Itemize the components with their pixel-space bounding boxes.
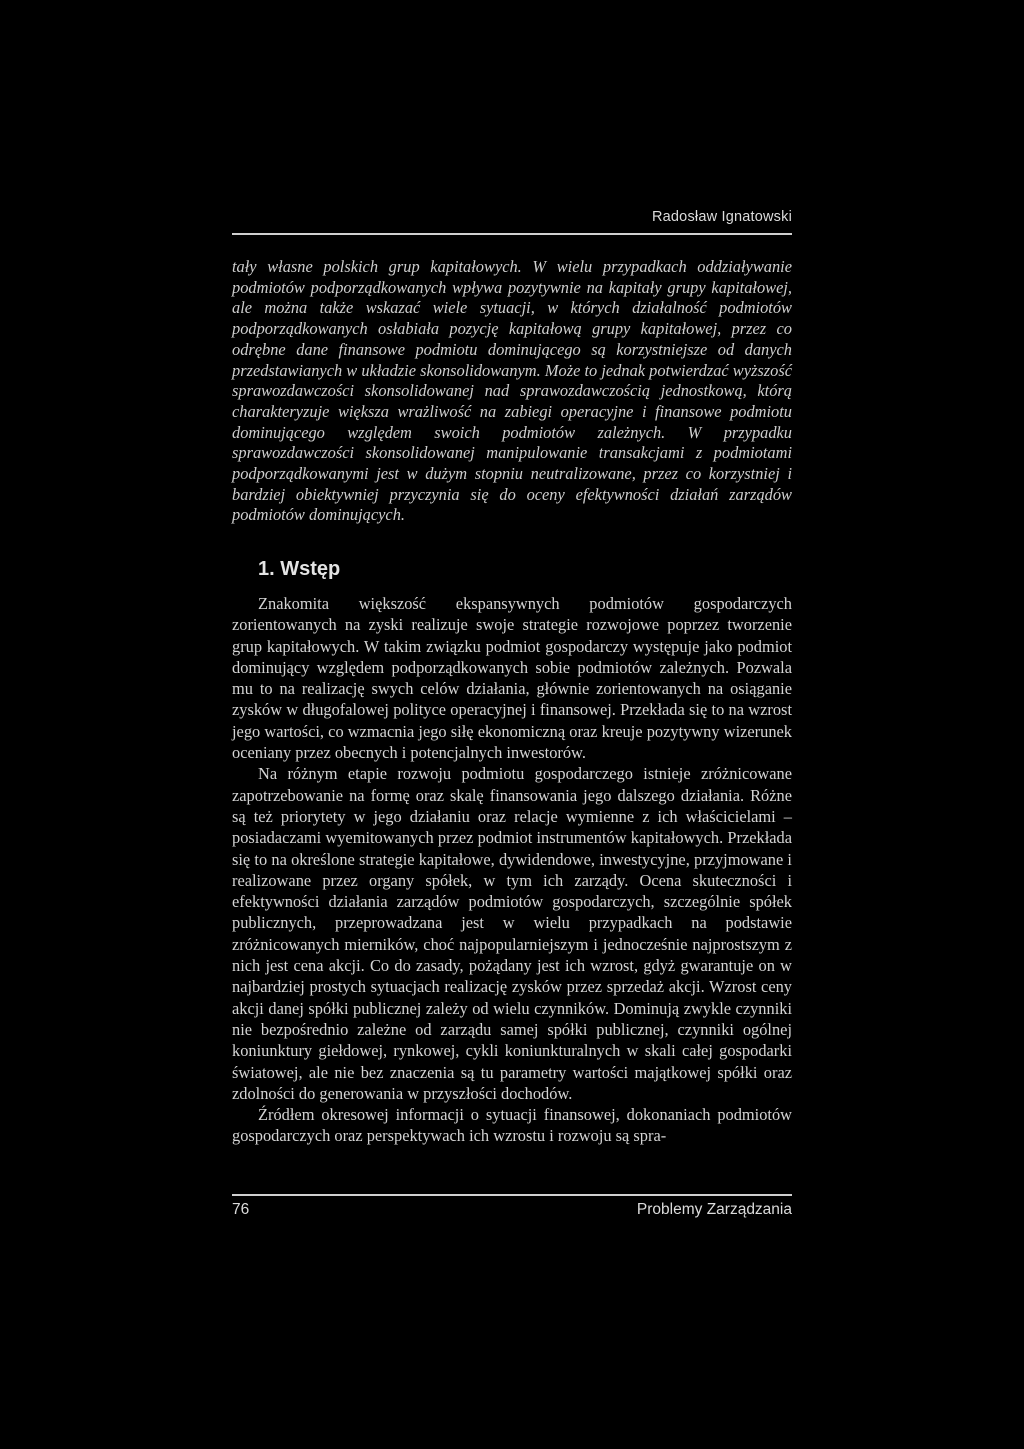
section-body (232, 593, 792, 1147)
journal-title: Problemy Zarządzania (636, 1201, 792, 1218)
body-paragraph: Na różnym etapie rozwoju podmiotu gospodarczego istnieje zróżnicowane zapotrzebowanie na formę oraz skalę finansowania jego dalszego działania. Różne są też priorytety w jego działaniu oraz relacje wymienne z ich właścicielami – posiadaczami wyemitowanych przez podmiot instrumentów kapitałowych. Przekłada się to na określone strategie kapitałowe, dywidendowe, inwestycyjne, przyjmowane i realizowane przez organy spółek, w tym ich zarządy. Ocena skuteczności i efektywności działania zarządów podmiotów gospodarczych, szczególnie spółek publicznych, przeprowadzana jest w wielu przypadkach na podstawie zróżnicowanych mierników, choć najpopularniejszym i jednocześnie najprostszym z nich jest cena akcji. Co do zasady, pożądany jest ich wzrost, gdyż gwarantuje on w najbardziej prostych sytuacjach realizację zysków przez sprzedaż akcji. Wzrost ceny akcji danej spółki publicznej zależy od wielu czynników. Dominują zwykle czynniki nie bezpośrednio zależne od zarządu samej spółki publicznej, czynniki ogólnej koniunktury giełdowej, rynkowej, cykli koniunkturalnych w skali całej gospodarki światowej, ale nie bez znaczenia są tu parametry wartości majątkowej spółki oraz zdolności do generowania w przyszłości dochodów. (232, 764, 792, 1103)
body-paragraph: Znakomita większość ekspansywnych podmiotów gospodarczych zorientowanych na zyski realizuje swoje strategie rozwojowe poprzez tworzenie grup kapitałowych. W takim związku podmiot gospodarczy występuje jako podmiot dominujący względem podporządkowanych sobie podmiotów zależnych. Pozwala mu to na realizację swych celów działania, głównie zorientowanych na osiąganie zysków w długofalowej polityce operacyjnej i finansowej. Przekłada się to na wzrost jego wartości, co wzmacnia jego siłę ekonomiczną oraz kreuje pozytywny wizerunek oceniany przez obecnych i potencjalnych inwestorów. (232, 594, 792, 763)
footer-rule (232, 1194, 792, 1196)
abstract-text: tały własne polskich grup kapitałowych. W wielu przypadkach oddziaływanie podmiotów podporządkowanych wpływa pozytywnie na kapitały grupy kapitałowej, ale można także wskazać wiele sytuacji, w których działalność podmiotów podporządkowanych osłabiała pozycję kapitałową grupy kapitałowej, przez co odrębne dane finansowe podmiotu dominującego są korzystniejsze od danych przedstawianych w układzie skonsolidowanym. Może to jednak potwierdzać wyższość sprawozdawczości skonsolidowanej nad sprawozdawczością jednostkową, którą charakteryzuje większa wrażliwość na zabiegi operacyjne i finansowe podmiotu dominującego względem swoich podmiotów zależnych. W przypadku sprawozdawczości skonsolidowanej manipulowanie transakcjami z podmiotami podporządkowanymi jest w dużym stopniu neutralizowane, przez co korzystniej i bardziej obiektywniej przyczynia się do oceny efektywności działań zarządów podmiotów dominujących. (232, 257, 792, 525)
running-head-author: Radosław Ignatowski (651, 209, 792, 225)
page (232, 0, 792, 1449)
page-number: 76 (232, 1201, 250, 1218)
body-paragraph: Źródłem okresowej informacji o sytuacji finansowej, dokonaniach podmiotów gospodarczych oraz perspektywach ich wzrostu i rozwoju są spra- (232, 1105, 792, 1146)
section-heading: 1. Wstęp (258, 558, 341, 580)
header-rule (232, 233, 792, 235)
abstract (232, 257, 792, 526)
